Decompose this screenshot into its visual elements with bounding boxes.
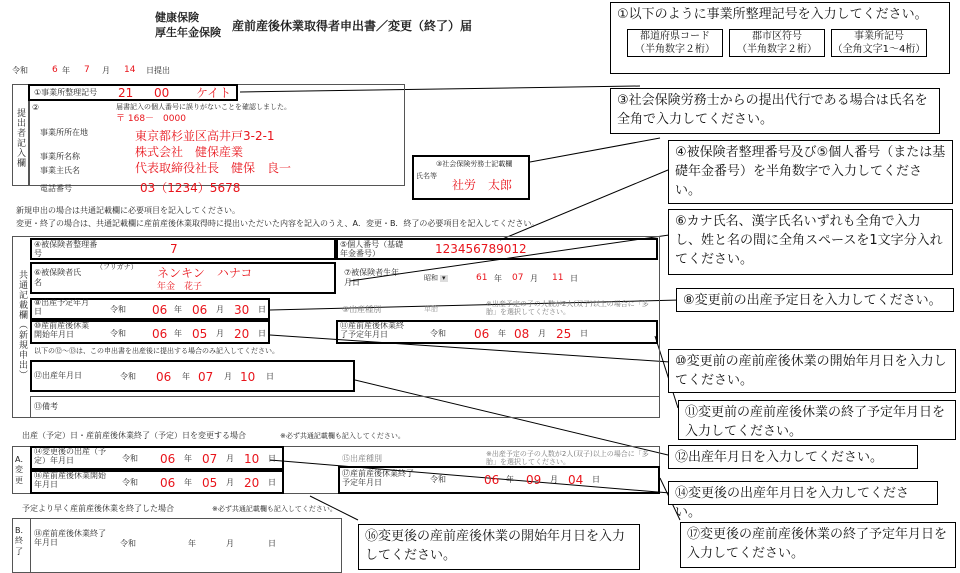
- end-day[interactable]: 25: [556, 327, 572, 341]
- callout-14: ⑭変更後の出産年月日を入力してください。: [668, 481, 938, 505]
- header-kenpo: 健康保険: [155, 11, 199, 24]
- remarks-row: [30, 396, 660, 418]
- a-start-month[interactable]: 05: [202, 476, 218, 490]
- unit-d: 日: [268, 478, 276, 487]
- callout-3: ③社会保険労務士からの提出代行である場合は氏名を全角で入力してください。: [610, 88, 940, 134]
- date-year[interactable]: 6: [52, 65, 58, 75]
- owner-name[interactable]: 代表取締役社長 健保 良一: [135, 161, 292, 175]
- note-12: 以下の⑫～⑬は、この申出書を出産後に提出する場合のみ記入してください。: [34, 347, 279, 355]
- section-b-heading: 予定より早く産前産後休業を終了した場合: [22, 504, 174, 513]
- furigana-label: （フリガナ）: [96, 263, 138, 271]
- kind-select[interactable]: 単胎: [424, 305, 438, 313]
- note-new: 新規申出の場合は共通記載欄に必要項目を記入してください。: [16, 206, 240, 215]
- start-day[interactable]: 20: [234, 327, 250, 341]
- due-month[interactable]: 06: [192, 303, 208, 317]
- date-day-unit: 日提出: [146, 66, 170, 75]
- due-year[interactable]: 06: [152, 303, 168, 317]
- kind-label: ⑨出産種別: [342, 305, 382, 314]
- unit-m: 月: [226, 454, 234, 463]
- callout-4: ④被保険者整理番号及び⑤個人番号（または基礎年金番号）を半角数字で入力してください。: [668, 140, 953, 204]
- unit-d: 日: [592, 475, 600, 484]
- date-month-unit: 月: [102, 66, 110, 75]
- section-a-heading: 出産（予定）日・産前産後休業終了（予定）日を変更する場合: [22, 431, 246, 440]
- a-start-year[interactable]: 06: [160, 476, 176, 490]
- birth-date-day[interactable]: 10: [240, 370, 256, 384]
- birth-date-label: ⑫出産年月日: [34, 371, 82, 380]
- unit-m: 月: [226, 478, 234, 487]
- unit-m: 月: [224, 372, 232, 381]
- office-name[interactable]: 株式会社 健保産業: [135, 145, 244, 159]
- b-d-unit: 日: [268, 539, 276, 548]
- callout-1: [610, 2, 950, 74]
- a-kind-label: ⑮出産種別: [342, 454, 382, 463]
- unit-m: 月: [530, 274, 538, 283]
- unit-y: 年: [498, 329, 506, 338]
- remarks-label: ⑬備考: [34, 402, 58, 411]
- callout-6: ⑥カナ氏名、漢字氏名いずれも全角で入力し、姓と名の間に全角スペースを1文字分入れてください。: [668, 209, 953, 275]
- office-address[interactable]: 東京都杉並区高井戸3-2-1: [135, 129, 275, 143]
- b-m-unit: 月: [226, 539, 234, 548]
- a-due-label: ⑭変更後の出産（予定）年月日: [34, 447, 106, 465]
- callout-16: ⑯変更後の産前産後休業の開始年月日を入力してください。: [358, 524, 640, 570]
- due-date-label: ⑧出産予定年月日: [34, 298, 90, 316]
- birth-year[interactable]: 61: [476, 273, 488, 283]
- a-end-day[interactable]: 04: [568, 473, 584, 487]
- birth-label: ⑦被保険者生年月日: [344, 268, 400, 287]
- start-era: 令和: [110, 329, 126, 338]
- common-side-label: 共通記載欄（新規申出）: [17, 270, 27, 380]
- name-kanji[interactable]: 年金 花子: [157, 282, 203, 292]
- unit-m: 月: [216, 329, 224, 338]
- a-end-label: ⑰産前産後休業終了予定年月日: [342, 469, 414, 487]
- callout-12: ⑫出産年月日を入力してください。: [668, 445, 918, 469]
- postal-code[interactable]: 〒 168－ 0000: [116, 114, 186, 124]
- insured-no[interactable]: 7: [170, 242, 178, 256]
- callout-1-col-1: 都道府県コード （半角数字２桁）: [627, 29, 723, 57]
- birth-era[interactable]: 昭和: [424, 274, 438, 282]
- unit-y: 年: [184, 478, 192, 487]
- birth-day[interactable]: 11: [552, 273, 564, 283]
- date-month[interactable]: 7: [84, 65, 90, 75]
- callout-17: ⑰変更後の産前産後休業の終了予定年月日を入力してください。: [680, 522, 956, 568]
- date-year-unit: 年: [62, 66, 70, 75]
- unit-y: 年: [494, 274, 502, 283]
- a-kind-note: ※出産予定の子の人数が2人(双子)以上の場合に「多胎」を選択してください。: [486, 450, 649, 467]
- unit-d: 日: [266, 372, 274, 381]
- office-name-label: 事業所名称: [40, 152, 80, 161]
- end-date-label: ⑪産前産後休業終了予定年月日: [340, 321, 404, 339]
- office-code-1[interactable]: 21: [118, 86, 134, 100]
- birth-month[interactable]: 07: [512, 273, 524, 283]
- birth-date-month[interactable]: 07: [198, 370, 214, 384]
- sharoushi-name-label: 氏名等: [416, 172, 437, 180]
- date-era: 令和: [12, 66, 28, 75]
- unit-m: 月: [550, 475, 558, 484]
- insured-no-label: ④被保険者整理番号: [34, 240, 98, 258]
- a-due-month[interactable]: 07: [202, 452, 218, 466]
- kind-note: ※出産予定の子の人数が2人(双子)以上の場合に「多胎」を選択してください。: [486, 300, 649, 317]
- b-y-unit: 年: [188, 539, 196, 548]
- unit-d: 日: [570, 274, 578, 283]
- unit-y: 年: [174, 329, 182, 338]
- birth-date-era: 令和: [120, 372, 136, 381]
- sharoushi-name[interactable]: 社労 太郎: [452, 178, 513, 192]
- unit-d: 日: [258, 305, 266, 314]
- a-end-era: 令和: [430, 475, 446, 484]
- due-day[interactable]: 30: [234, 303, 250, 317]
- callout-1-col-3: 事業所記号 （全角文字1～4桁）: [832, 30, 926, 55]
- b-end-label: ⑱産前産後休業終了年月日: [34, 529, 106, 547]
- office-code-2[interactable]: 00: [154, 86, 170, 100]
- unit-d: 日: [258, 329, 266, 338]
- phone-label: 電話番号: [40, 184, 72, 193]
- a-end-month[interactable]: 09: [526, 473, 542, 487]
- phone-number[interactable]: 03（1234）5678: [140, 181, 241, 195]
- header-kousei: 厚生年金保険: [155, 26, 221, 39]
- unit-y: 年: [184, 454, 192, 463]
- name-label: ⑥被保険者氏名: [34, 268, 82, 287]
- name-kana[interactable]: ネンキン ハナコ: [157, 266, 253, 280]
- a-due-era: 令和: [122, 454, 138, 463]
- mynumber-notice: 届書記入の個人番号に誤りがないことを確認しました。: [116, 103, 291, 111]
- start-date-label: ⑩産前産後休業開始年月日: [34, 321, 90, 339]
- unit-y: 年: [182, 372, 190, 381]
- callout-10: ⑩変更前の産前産後休業の開始年月日を入力してください。: [668, 349, 956, 393]
- b-era: 令和: [120, 539, 136, 548]
- a-start-day[interactable]: 20: [244, 476, 260, 490]
- unit-d: 日: [580, 329, 588, 338]
- section-b-side-label: B．終了: [15, 526, 29, 556]
- a-start-era: 令和: [122, 478, 138, 487]
- mynumber-label: ⑤個人番号（基礎年金番号）: [340, 240, 404, 258]
- date-day[interactable]: 14: [124, 65, 136, 75]
- unit-d: 日: [268, 454, 276, 463]
- submitter-side-label: 提出者記入欄: [15, 108, 25, 168]
- section-a-side-label: A．変更: [15, 455, 29, 485]
- circle-2: ②: [32, 103, 40, 112]
- callout-11: ⑪変更前の産前産後休業の終了予定年月日を入力してください。: [678, 400, 956, 440]
- chevron-down-icon[interactable]: ▾: [442, 274, 446, 282]
- birth-date-year[interactable]: 06: [156, 370, 172, 384]
- due-era: 令和: [110, 305, 126, 314]
- callout-1-text: ①以下のように事業所整理記号を入力してください。: [617, 7, 928, 22]
- owner-label: 事業主氏名: [40, 166, 80, 175]
- office-code-label: ①事業所整理記号: [34, 88, 98, 97]
- address-label: 事業所所在地: [40, 128, 88, 137]
- sharoushi-label: ③社会保険労務士記載欄: [436, 160, 513, 168]
- unit-y: 年: [174, 305, 182, 314]
- mynumber[interactable]: 123456789012: [435, 242, 527, 256]
- unit-m: 月: [538, 329, 546, 338]
- section-a-note: ※必ず共通記載欄も記入してください。: [280, 432, 405, 440]
- form-title: 産前産後休業取得者申出書／変更（終了）届: [232, 19, 473, 33]
- start-month[interactable]: 05: [192, 327, 208, 341]
- end-year[interactable]: 06: [474, 327, 490, 341]
- a-start-label: ⑯産前産後休業開始年月日: [34, 471, 106, 489]
- a-due-day[interactable]: 10: [244, 452, 260, 466]
- a-end-year[interactable]: 06: [484, 473, 500, 487]
- start-year[interactable]: 06: [152, 327, 168, 341]
- unit-y: 年: [506, 475, 514, 484]
- section-b-note: ※必ず共通記載欄も記入してください。: [212, 505, 337, 513]
- end-era: 令和: [430, 329, 446, 338]
- a-due-year[interactable]: 06: [160, 452, 176, 466]
- end-month[interactable]: 08: [514, 327, 530, 341]
- office-code-3[interactable]: ケイト: [196, 86, 232, 100]
- callout-1-col-2: 郡市区符号 （半角数字２桁）: [729, 29, 825, 57]
- unit-m: 月: [216, 305, 224, 314]
- note-change: 変更・終了の場合は、共通記載欄に産前産後休業取得時に提出いただいた内容を記入のうえ、A．変更・B．終了の必要項目を記入してください。: [16, 219, 540, 228]
- callout-8: ⑧変更前の出産予定日を入力してください。: [676, 288, 954, 312]
